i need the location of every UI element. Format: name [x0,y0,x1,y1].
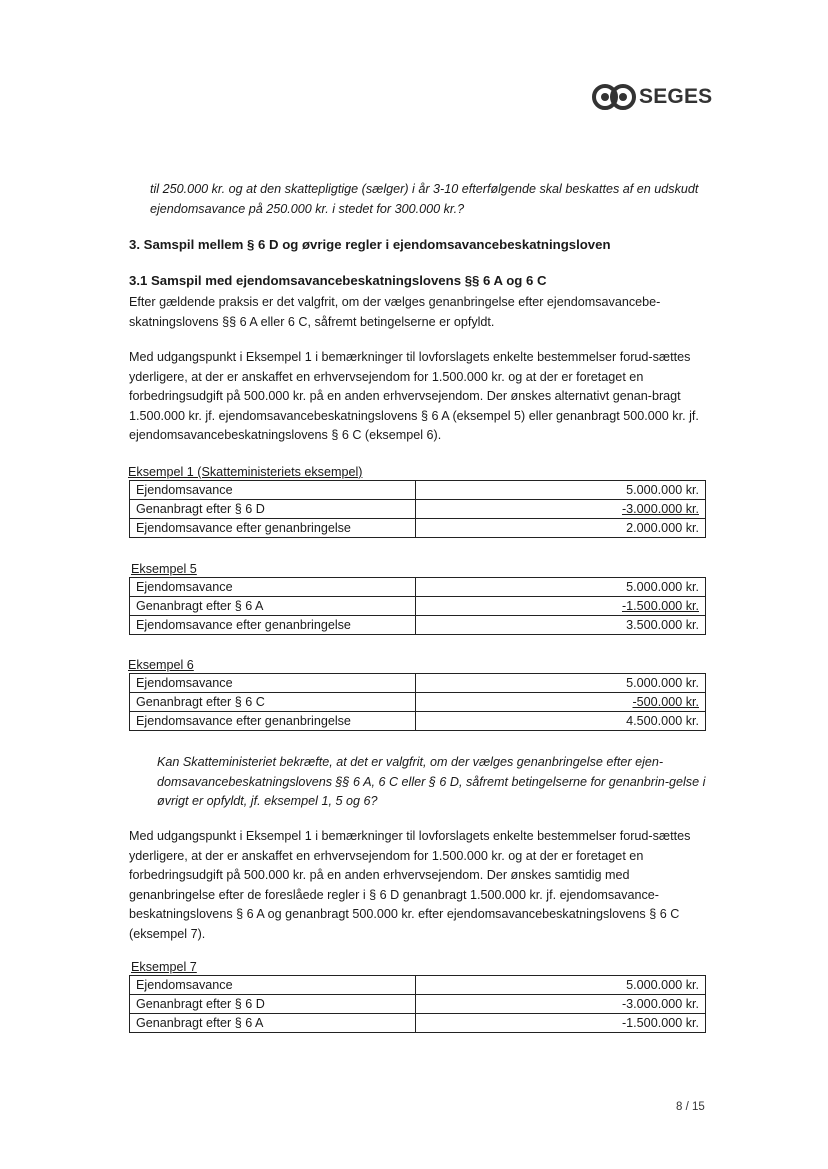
table-row [130,500,706,519]
table-row [130,1014,706,1033]
table-row [130,519,706,538]
seges-logo-icon [592,82,638,112]
paragraph-2: Med udgangspunkt i Eksempel 1 i bemærkninger til lovforslagets enkelte bestemmelser forud-sættes yderligere, at der er anskaffet en erhvervsejendom for 1.500.000 kr. og at der er foretaget en forbedringsudgift på 500.000 kr. på en anden erhvervsejendom. Der ønskes alternativt genan-bragt 1.500.000 kr. jf. ejendomsavancebeskatningslovens § 6 A (eksempel 5) eller genanbragt 500.000 kr. jf. ejendomsavancebeskatningslovens § 6 C (eksempel 6). [129,350,699,443]
table-row [130,616,706,635]
table-row [130,597,706,616]
table-row [130,693,706,712]
row-amount: 2.000.000 kr. [416,519,706,538]
example-1-table [129,480,706,538]
seges-logo [592,82,712,112]
heading-section-3: 3. Samspil mellem § 6 D og øvrige regler i ejendomsavancebeskatningsloven [129,237,611,252]
table-row [130,578,706,597]
logo-text: SEGES [639,85,713,108]
example-5-table [129,577,706,635]
table-row [130,481,706,500]
row-label: Ejendomsavance [130,481,416,500]
row-amount: -1.500.000 kr. [416,1014,706,1033]
row-amount: 5.000.000 kr. [416,976,706,995]
row-label: Genanbragt efter § 6 A [130,597,416,616]
heading-section-3-1: 3.1 Samspil med ejendomsavancebeskatningslovens §§ 6 A og 6 C [129,273,547,288]
example-1-caption: Eksempel 1 (Skatteministeriets eksempel) [128,465,363,479]
example-6-caption: Eksempel 6 [128,658,194,672]
row-label: Ejendomsavance [130,976,416,995]
row-amount: 5.000.000 kr. [416,674,706,693]
row-amount: -3.000.000 kr. [416,500,706,519]
row-amount: -1.500.000 kr. [416,597,706,616]
row-label: Ejendomsavance [130,578,416,597]
row-amount: 4.500.000 kr. [416,712,706,731]
row-label: Ejendomsavance efter genanbringelse [130,712,416,731]
table-row [130,674,706,693]
row-label: Ejendomsavance [130,674,416,693]
example-5-caption: Eksempel 5 [131,562,197,576]
row-label: Ejendomsavance efter genanbringelse [130,616,416,635]
paragraph-3: Med udgangspunkt i Eksempel 1 i bemærkninger til lovforslagets enkelte bestemmelser forud-sættes yderligere, at der er anskaffet en erhvervsejendom for 1.500.000 kr. og at der er foretaget en forbedringsudgift på 500.000 kr. på en anden erhvervsejendom. Der ønskes samtidig med genanbringelse efter de foreslåede regler i § 6 D genanbragt 1.500.000 kr. jf. ejendomsavance-beskatningslovens § 6 A og genanbragt 500.000 kr. efter ejendomsavancebeskatningslovens § 6 C (eksempel 7). [129,829,691,941]
page-number: 8 / 15 [676,1101,705,1113]
paragraph-1: Efter gældende praksis er det valgfrit, om der vælges genanbringelse efter ejendomsavancebe-skatningslovens §§ 6 A eller 6 C, såfremt betingelserne er opfyldt. [129,295,661,329]
example-6-table [129,673,706,731]
row-amount: 5.000.000 kr. [416,578,706,597]
row-label: Genanbragt efter § 6 C [130,693,416,712]
row-amount: 5.000.000 kr. [416,481,706,500]
table-row [130,976,706,995]
table-row [130,995,706,1014]
row-label: Ejendomsavance efter genanbringelse [130,519,416,538]
row-amount: -3.000.000 kr. [416,995,706,1014]
intro-text: til 250.000 kr. og at den skattepligtige (sælger) i år 3-10 efterfølgende skal beskattes af en udskudt ejendomsavance på 250.000 kr. i stedet for 300.000 kr.? [150,182,699,216]
question-text: Kan Skatteministeriet bekræfte, at det er valgfrit, om der vælges genanbringelse efter ejen-domsavancebeskatningslovens §§ 6 A, 6 C eller § 6 D, såfremt betingelserne for genanbrin-gelse i øvrigt er opfyldt, jf. eksempel 1, 5 og 6? [157,755,706,809]
row-label: Genanbragt efter § 6 D [130,500,416,519]
table-row [130,712,706,731]
row-label: Genanbragt efter § 6 A [130,1014,416,1033]
row-amount: 3.500.000 kr. [416,616,706,635]
row-amount: -500.000 kr. [416,693,706,712]
row-label: Genanbragt efter § 6 D [130,995,416,1014]
example-7-table [129,975,706,1033]
example-7-caption: Eksempel 7 [131,960,197,974]
